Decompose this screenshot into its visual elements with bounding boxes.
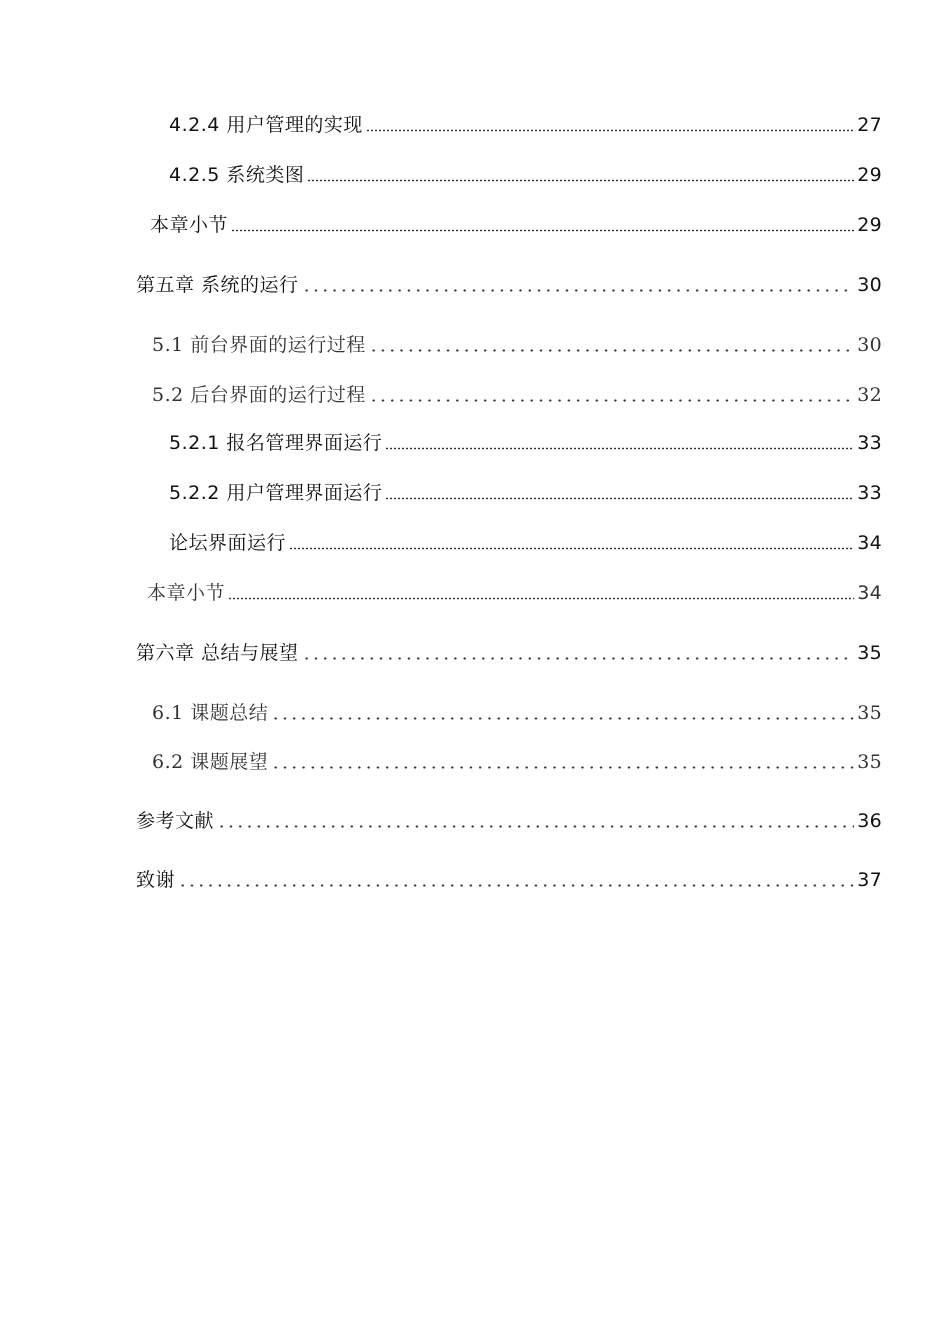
toc-entry-title: 论坛界面运行 xyxy=(169,532,287,554)
toc-entry-title: 5.2.2 用户管理界面运行 xyxy=(169,482,383,504)
toc-leader-dots xyxy=(302,657,855,660)
toc-leader-dots xyxy=(228,597,854,600)
toc-entry-section[interactable] xyxy=(152,747,882,777)
toc-leader-dots xyxy=(366,129,854,132)
toc-page-number: 37 xyxy=(857,869,882,891)
toc-entry-title: 6.1 课题总结 xyxy=(152,702,269,724)
toc-page-number: 33 xyxy=(857,482,882,504)
toc-entry[interactable] xyxy=(169,478,882,508)
toc-entry-title: 第五章 系统的运行 xyxy=(136,274,299,296)
toc-entry-title: 致谢 xyxy=(136,869,176,891)
toc-entry-section[interactable] xyxy=(152,380,882,410)
toc-entry-title: 第六章 总结与展望 xyxy=(136,642,299,664)
toc-page-number: 30 xyxy=(857,274,882,296)
toc-leader-dots xyxy=(271,766,854,769)
toc-entry-title: 4.2.4 用户管理的实现 xyxy=(169,114,363,136)
toc-leader-dots xyxy=(271,717,854,720)
toc-leader-dots xyxy=(217,825,854,828)
toc-entry-title: 5.2 后台界面的运行过程 xyxy=(152,384,366,406)
toc-entry[interactable] xyxy=(169,160,882,190)
toc-page-number: 35 xyxy=(857,751,882,773)
toc-entry-title: 4.2.5 系统类图 xyxy=(169,164,305,186)
toc-entry-chapter[interactable] xyxy=(136,638,882,668)
toc-entry-chapter[interactable] xyxy=(136,270,882,300)
toc-page-number: 34 xyxy=(857,532,882,554)
toc-entry[interactable] xyxy=(147,578,882,608)
toc-page-number: 33 xyxy=(857,432,882,454)
toc-entry-chapter[interactable] xyxy=(136,806,882,836)
toc-leader-dots xyxy=(231,229,854,232)
toc-leader-dots xyxy=(289,547,854,550)
toc-entry-title: 6.2 课题展望 xyxy=(152,751,269,773)
toc-page-number: 29 xyxy=(857,164,882,186)
toc-entry-title: 本章小节 xyxy=(150,214,229,236)
toc-page-number: 27 xyxy=(857,114,882,136)
toc-entry-section[interactable] xyxy=(152,698,882,728)
toc-leader-dots xyxy=(369,399,854,402)
toc-entry[interactable] xyxy=(150,210,882,240)
toc-page-number: 36 xyxy=(857,810,882,832)
toc-entry-section[interactable] xyxy=(152,330,882,360)
toc-page-number: 32 xyxy=(857,384,882,406)
toc-page-number: 29 xyxy=(857,214,882,236)
toc-entry[interactable] xyxy=(169,528,882,558)
toc-leader-dots xyxy=(385,447,854,450)
toc-entry-title: 本章小节 xyxy=(147,582,226,604)
toc-page-number: 34 xyxy=(857,582,882,604)
toc-entry[interactable] xyxy=(169,428,882,458)
toc-entry-title: 5.2.1 报名管理界面运行 xyxy=(169,432,383,454)
toc-entry-title: 5.1 前台界面的运行过程 xyxy=(152,334,366,356)
toc-leader-dots xyxy=(178,884,854,887)
toc-page-number: 35 xyxy=(857,642,882,664)
toc-entry-chapter[interactable] xyxy=(136,865,882,895)
toc-page-number: 35 xyxy=(857,702,882,724)
toc-page-number: 30 xyxy=(857,334,882,356)
toc-leader-dots xyxy=(307,179,854,182)
toc-leader-dots xyxy=(302,289,855,292)
toc-leader-dots xyxy=(385,497,854,500)
toc-entry[interactable] xyxy=(169,110,882,140)
toc-entry-title: 参考文献 xyxy=(136,810,215,832)
toc-leader-dots xyxy=(369,349,854,352)
